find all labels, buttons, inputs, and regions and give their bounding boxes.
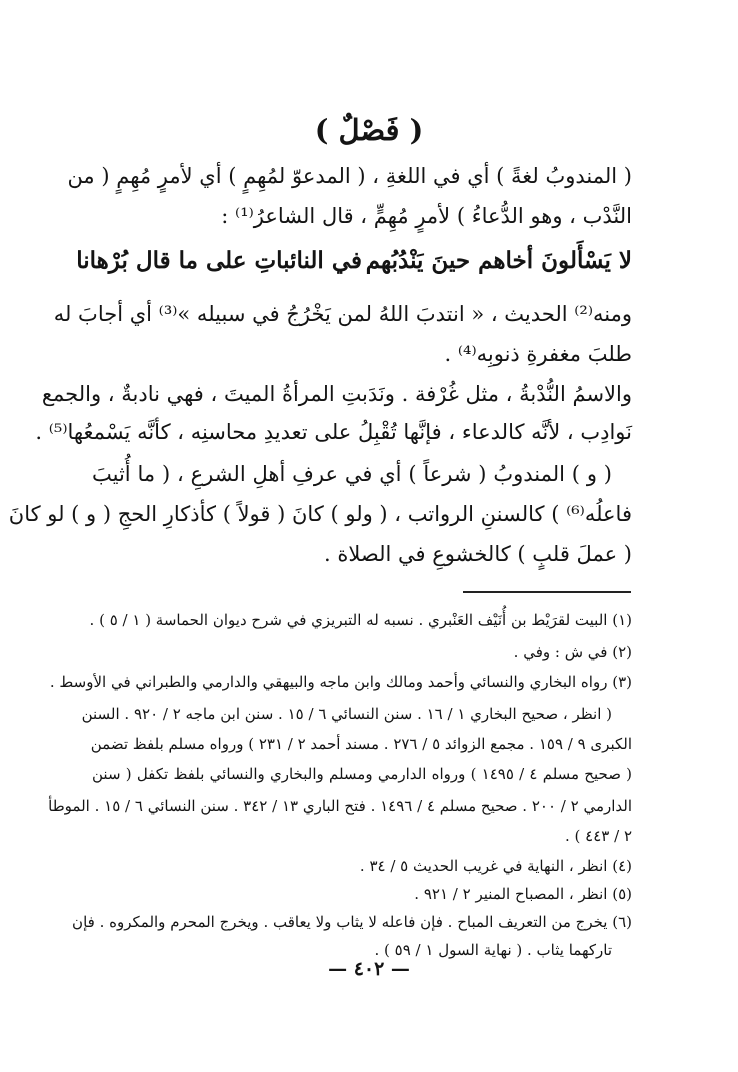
main-line-6: نَوادِب ، لأنَّه كالدعاء ، فإنَّها تُقْبِلُ على تعديدِ محاسنِه ، كأنَّه يَسْمعُها⁽⁵⁾ . xyxy=(35,420,632,444)
footnote-3-cont-4: الدارمي ٢ / ٢٠٠ . صحيح مسلم ٤ / ١٤٩٦ . فتح الباري ١٣ / ٣٤٢ . سنن النسائي ٦ / ١٥ . الموطأ xyxy=(48,797,632,815)
main-line-3: ومنه⁽²⁾ الحديث ، « انتدبَ اللهُ لمن يَخْرُجُ في سبيله »⁽³⁾ أي أجابَ له xyxy=(53,302,632,326)
verse-second-hemistich: في النائباتِ على ما قال بُرْهانا xyxy=(76,247,362,274)
footnote-3-cont-3: ( صحيح مسلم ٤ / ١٤٩٥ ) ورواه الدارمي ومسلم والبخاري والنسائي بلفظ تكفل ( سنن xyxy=(92,765,633,783)
footnote-3: (٣) رواه البخاري والنسائي وأحمد ومالك وابن ماجه والبيهقي والدارمي والطبراني في الأوسط . xyxy=(49,673,632,691)
footnote-3-cont-2: الكبرى ٩ / ١٥٩ . مجمع الزوائد ٥ / ٢٧٦ . مسند أحمد ٢ / ٢٣١ ) ورواه مسلم بلفظ تضمن xyxy=(90,735,632,753)
footnote-1: (١) البيت لقرَيْط بن أُنَيْف العَنْبري . نسبه له التبريزي في شرح ديوان الحماسة ( ١ / ٥ ) . xyxy=(89,611,632,629)
main-line-1: ( المندوبُ لغةً ) أي في اللغةِ ، ( المدعوّ لمُهِمٍ ) أي لأمرٍ مُهِمٍ ( من xyxy=(67,164,632,188)
footnote-6-cont: تاركهما يثاب . ( نهاية السول ١ / ٥٩ ) . xyxy=(374,941,612,959)
footnote-2: (٢) في ش : وفي . xyxy=(513,643,632,661)
footnote-4: (٤) انظر ، النهاية في غريب الحديث ٥ / ٣٤ . xyxy=(359,857,632,875)
footnote-5: (٥) انظر ، المصباح المنير ٢ / ٩٢١ . xyxy=(414,885,632,903)
main-line-8: فاعلُه⁽⁶⁾ ) كالسننِ الرواتب ، ( ولو ) كانَ ( قولاً ) كأذكارِ الحجِ ( و ) لو كانَ xyxy=(8,502,632,526)
verse xyxy=(76,240,632,282)
verse-first-hemistich: لا يَسْأَلونَ أخاهم حينَ يَنْدُبُهم xyxy=(365,247,632,274)
footnote-3-cont-5: ٢ / ٤٤٣ ) . xyxy=(565,827,632,845)
main-line-4: طلبَ مغفرةِ ذنوبِه⁽⁴⁾ . xyxy=(444,342,632,366)
page-number: — ٤٠٢ — xyxy=(328,958,410,980)
main-line-5: والاسمُ النُّدْبةُ ، مثل غُرْفة . ونَدَبتِ المرأةُ الميتَ ، فهي نادبةٌ ، والجمع xyxy=(41,382,632,406)
main-line-7: ( و ) المندوبُ ( شرعاً ) أي في عرفِ أهلِ الشرعِ ، ( ما أُثيبَ xyxy=(92,462,612,486)
main-line-2: النَّدْب ، وهو الدُّعاءُ ) لأمرٍ مُهِمٍّ ، قال الشاعرُ⁽¹⁾ : xyxy=(221,204,632,228)
main-line-9: ( عملَ قلبٍ ) كالخشوعِ في الصلاة . xyxy=(324,542,632,566)
footnote-6: (٦) يخرج من التعريف المباح . فإن فاعله لا يثاب ولا يعاقب . ويخرج المحرم والمكروه . فإن xyxy=(72,913,632,931)
footnote-separator xyxy=(463,591,631,593)
section-title: ( فَصْلٌ ) xyxy=(314,113,424,147)
footnote-3-cont-1: ( انظر ، صحيح البخاري ١ / ١٦ . سنن النسائي ٦ / ١٥ . سنن ابن ماجه ٢ / ٩٢٠ . السنن xyxy=(81,705,612,723)
